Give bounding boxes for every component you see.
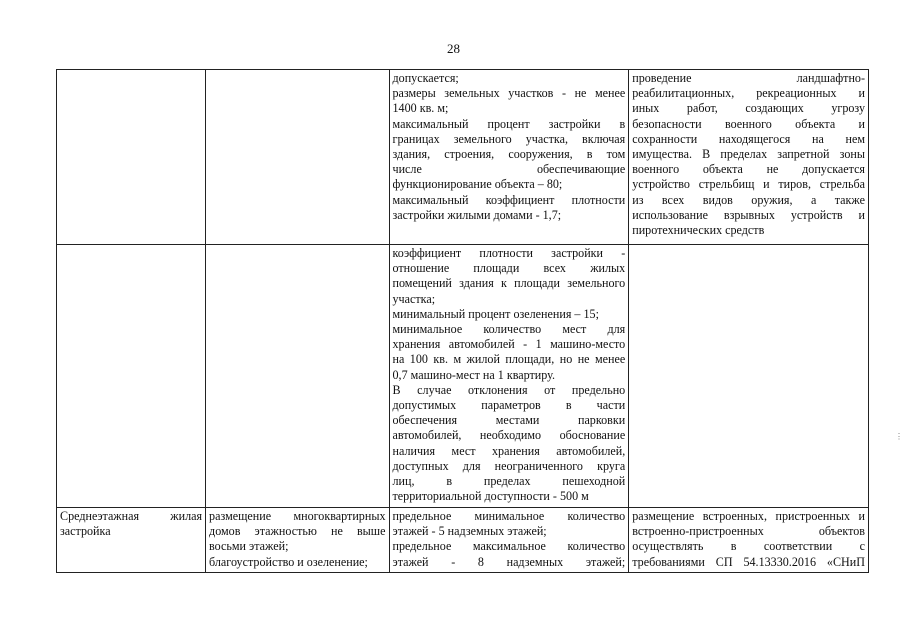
cell-text-line: размещение встроенных, пристроенных и xyxy=(632,509,865,523)
cell-text-line: из всех видов оружия, а также xyxy=(632,192,865,207)
cell-text-line: минимальный процент озеленения – 15; xyxy=(392,306,599,321)
cell-text-line: благоустройство и озеленение; xyxy=(209,554,368,569)
cell-text-line: территориальной доступности - 500 м xyxy=(392,489,589,504)
cell-text-line: этажей - 5 надземных этажей; xyxy=(392,524,547,539)
cell-text-line: на 100 кв. м жилой площади, но не менее xyxy=(392,352,626,367)
restrictions-cell xyxy=(629,70,869,245)
cell-text-line: наличия мест хранения автомобилей, xyxy=(392,443,626,458)
parameters-cell xyxy=(389,245,629,508)
cell-text-line: допускается; xyxy=(392,71,459,85)
cell-text-line: проведение ландшафтно- xyxy=(632,71,865,85)
permitted-use-cell xyxy=(206,245,389,508)
restrictions-cell xyxy=(629,508,869,573)
table-row xyxy=(57,508,869,573)
parameters-cell xyxy=(389,70,629,245)
page-number: 28 xyxy=(447,41,460,56)
cell-text-line: здания, строения, сооружения, в том xyxy=(392,147,626,162)
cell-text-line: этажей - 8 надземных этажей; xyxy=(392,554,626,569)
permitted-use-cell xyxy=(206,508,389,573)
cell-text-line: осуществлять в соответствии с xyxy=(632,539,865,554)
cell-text-line: требованиями СП 54.13330.2016 «СНиП xyxy=(632,554,865,569)
cell-text-line: доступных для неограниченного круга xyxy=(392,458,626,473)
cell-text-line: предельное минимальное количество xyxy=(392,509,626,523)
cell-text-line: минимальное количество мест для xyxy=(392,322,626,337)
cell-text-line: участка; xyxy=(392,291,436,306)
cell-text-line: пиротехнических средств xyxy=(632,223,765,238)
cell-text-line: размещение многоквартирных xyxy=(209,509,386,523)
cell-text-line: обеспечения местами парковки xyxy=(392,413,626,428)
cell-text-line: военного объекта не допускается xyxy=(632,162,865,177)
zone-name-cell xyxy=(57,245,206,508)
zone-name-cell xyxy=(57,70,206,245)
cell-text-line: помещений здания к площади земельного xyxy=(392,276,626,291)
restrictions-cell xyxy=(629,245,869,508)
cell-text-line: допустимых параметров в части xyxy=(392,398,626,413)
cell-text-line: числе обеспечивающие xyxy=(392,162,626,177)
zone-name-cell xyxy=(57,508,206,573)
table-row xyxy=(57,245,869,508)
table-row xyxy=(57,70,869,245)
cell-text-line: хранения автомобилей - 1 машино-место xyxy=(392,337,626,352)
cell-text-line: восьми этажей; xyxy=(209,539,289,554)
cell-text-line: встроенно-пристроенных объектов xyxy=(632,524,865,539)
zoning-regulations-table xyxy=(56,69,869,573)
cell-text-line: 1400 кв. м; xyxy=(392,101,449,116)
cell-text-line: реабилитационных, рекреационных и xyxy=(632,86,865,101)
cell-text-line: застройка xyxy=(60,524,111,539)
permitted-use-cell xyxy=(206,70,389,245)
cell-text-line: В случае отклонения от предельно xyxy=(392,382,626,397)
cell-text-line: Среднеэтажная жилая xyxy=(60,509,203,523)
cell-text-line: имущества. В пределах запретной зоны xyxy=(632,147,865,162)
cell-text-line: максимальный коэффициент плотности xyxy=(392,192,626,207)
cell-text-line: застройки жилыми домами - 1,7; xyxy=(392,207,562,222)
scan-edge-mark: ⋮ xyxy=(895,432,903,441)
parameters-cell xyxy=(389,508,629,573)
cell-text-line: лиц, в пределах пешеходной xyxy=(392,474,626,489)
cell-text-line: безопасности военного объекта и xyxy=(632,116,865,131)
cell-text-line: автомобилей, необходимо обоснование xyxy=(392,428,626,443)
cell-text-line: коэффициент плотности застройки - xyxy=(392,246,626,260)
cell-text-line: домов этажностью не выше xyxy=(209,524,386,539)
cell-text-line: предельное максимальное количество xyxy=(392,539,626,554)
cell-text-line: максимальный процент застройки в xyxy=(392,116,626,131)
cell-text-line: размеры земельных участков - не менее xyxy=(392,86,626,101)
cell-text-line: границах земельного участка, включая xyxy=(392,131,626,146)
cell-text-line: функционирование объекта – 80; xyxy=(392,177,563,192)
cell-text-line: отношение площади всех жилых xyxy=(392,261,626,276)
cell-text-line: использование взрывных устройств и xyxy=(632,207,865,222)
cell-text-line: 0,7 машино-мест на 1 квартиру. xyxy=(392,367,556,382)
cell-text-line: иных работ, создающих угрозу xyxy=(632,101,865,116)
cell-text-line: устройство стрельбищ и тиров, стрельба xyxy=(632,177,865,192)
cell-text-line: сохранности находящегося на нем xyxy=(632,131,865,146)
